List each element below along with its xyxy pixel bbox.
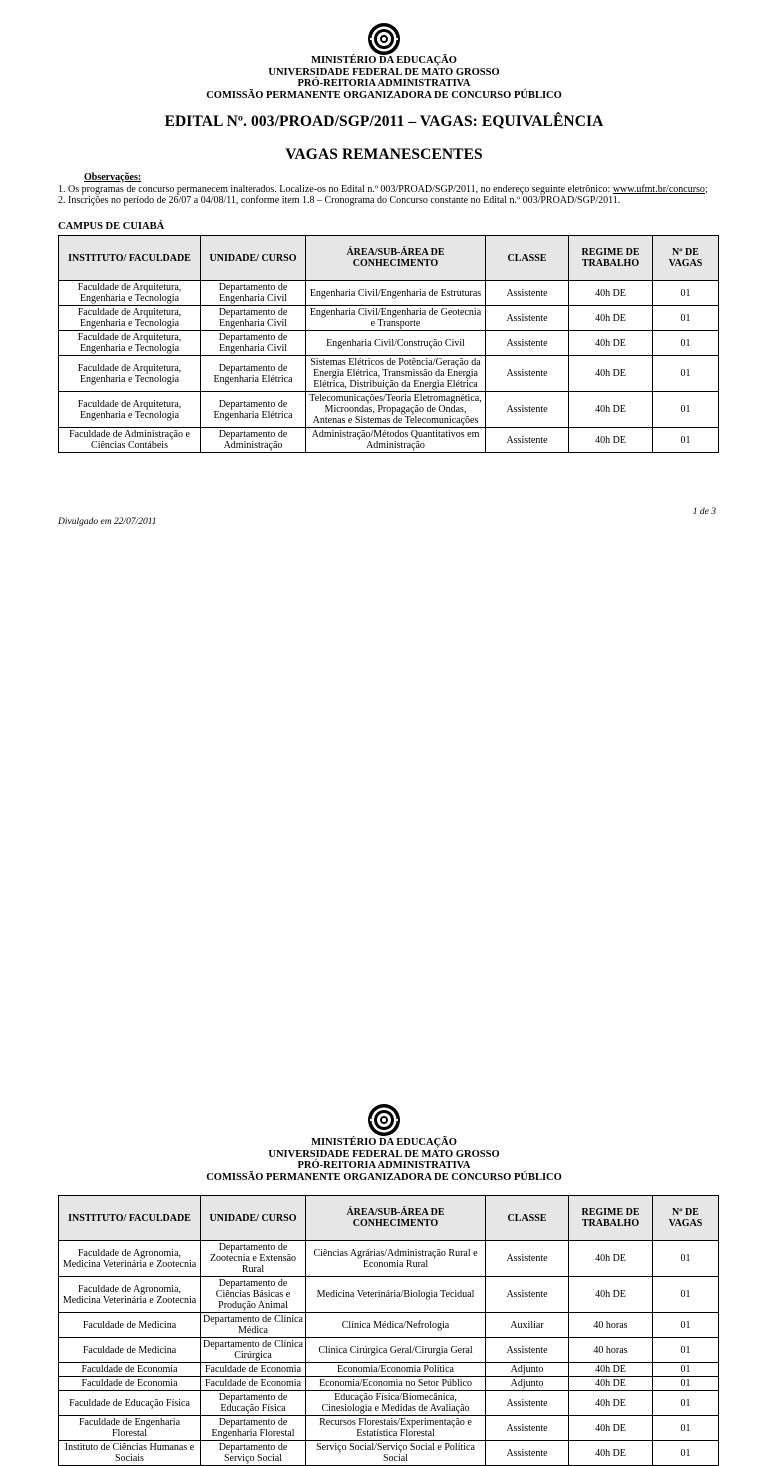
header-line: COMISSÃO PERMANENTE ORGANIZADORA DE CONCURSO PÚBLICO: [206, 1171, 562, 1183]
cell-vagas: 01: [653, 392, 719, 428]
cell-area: Engenharia Civil/Engenharia de Estruturas: [306, 281, 486, 306]
col-area: ÁREA/SUB-ÁREA DE CONHECIMENTO: [306, 1196, 486, 1241]
cell-unidade: Departamento de Engenharia Civil: [201, 281, 306, 306]
cell-instituto: Faculdade de Medicina: [59, 1313, 201, 1338]
cell-classe: Assistente: [486, 392, 569, 428]
table-row: [59, 428, 719, 453]
cell-classe: Assistente: [486, 281, 569, 306]
institution-header: [0, 1137, 768, 1183]
cell-regime: 40h DE: [569, 356, 653, 392]
table-row: [59, 331, 719, 356]
cell-vagas: 01: [653, 1241, 719, 1277]
header-line: UNIVERSIDADE FEDERAL DE MATO GROSSO: [268, 1148, 500, 1160]
cell-area: Educação Física/Biomecânica, Cinesiologia e Medidas de Avaliação: [306, 1391, 486, 1416]
cell-regime: 40h DE: [569, 1363, 653, 1377]
edital-title: EDITAL Nº. 003/PROAD/SGP/2011 – VAGAS: EQUIVALÊNCIA: [164, 113, 604, 130]
institution-header: [0, 55, 768, 101]
cell-unidade: Departamento de Serviço Social: [201, 1441, 306, 1466]
col-vagas: Nº DE VAGAS: [653, 236, 719, 281]
cell-vagas: 01: [653, 1277, 719, 1313]
cell-area: Sistemas Elétricos de Potência/Geração da Energia Elétrica, Transmissão da Energia Elétrica, Distribuição da Energia Elétrica: [306, 356, 486, 392]
cell-classe: Auxiliar: [486, 1313, 569, 1338]
table-row: [59, 1338, 719, 1363]
cell-area: Telecomunicações/Teoria Eletromagnética, Microondas, Propagação de Ondas, Antenas e Sistemas de Telecomunicações: [306, 392, 486, 428]
cell-unidade: Departamento de Educação Física: [201, 1391, 306, 1416]
header-line: PRÓ-REITORIA ADMINISTRATIVA: [297, 78, 471, 90]
cell-regime: 40h DE: [569, 1377, 653, 1391]
col-vagas: Nº DE VAGAS: [653, 1196, 719, 1241]
table-row: [59, 1277, 719, 1313]
cell-vagas: 01: [653, 1363, 719, 1377]
cell-area: Engenharia Civil/Engenharia de Geotecnia e Transporte: [306, 306, 486, 331]
cell-classe: Adjunto: [486, 1377, 569, 1391]
cell-unidade: Departamento de Clínica Médica: [201, 1313, 306, 1338]
cell-regime: 40h DE: [569, 306, 653, 331]
cell-unidade: Departamento de Engenharia Elétrica: [201, 356, 306, 392]
cell-unidade: Faculdade de Economia: [201, 1377, 306, 1391]
cell-instituto: Faculdade de Economia: [59, 1377, 201, 1391]
cell-unidade: Departamento de Clínica Cirúrgica: [201, 1338, 306, 1363]
cell-vagas: 01: [653, 1416, 719, 1441]
table-body: [59, 1241, 719, 1466]
cell-vagas: 01: [653, 1391, 719, 1416]
observation-item: [58, 184, 718, 196]
publication-date: Divulgado em 22/07/2011: [58, 517, 157, 527]
cell-instituto: Faculdade de Arquitetura, Engenharia e Tecnologia: [59, 356, 201, 392]
cell-classe: Assistente: [486, 1441, 569, 1466]
cell-vagas: 01: [653, 1338, 719, 1363]
table-row: [59, 1363, 719, 1377]
cell-instituto: Faculdade de Arquitetura, Engenharia e Tecnologia: [59, 331, 201, 356]
cell-instituto: Instituto de Ciências Humanas e Sociais: [59, 1441, 201, 1466]
observation-text: 1. Os programas de concurso permanecem inalterados. Localize-os no Edital n.º 003/PROAD/SGP/2011, no endereço seguinte eletrônico:: [58, 183, 613, 195]
table-row: [59, 356, 719, 392]
cell-vagas: 01: [653, 331, 719, 356]
table-row: [59, 1313, 719, 1338]
cell-area: Ciências Agrárias/Administração Rural e Economia Rural: [306, 1241, 486, 1277]
header-line: MINISTÉRIO DA EDUCAÇÃO: [311, 1137, 457, 1148]
cell-unidade: Departamento de Zootecnia e Extensão Rural: [201, 1241, 306, 1277]
campus-label: CAMPUS DE CUIABÁ: [58, 221, 165, 232]
cell-regime: 40h DE: [569, 331, 653, 356]
university-seal-icon: [367, 1103, 401, 1137]
cell-vagas: 01: [653, 1313, 719, 1338]
cell-regime: 40h DE: [569, 1391, 653, 1416]
cell-regime: 40h DE: [569, 428, 653, 453]
cell-vagas: 01: [653, 356, 719, 392]
cell-regime: 40h DE: [569, 1277, 653, 1313]
cell-regime: 40 horas: [569, 1313, 653, 1338]
cell-area: Economia/Economia Política: [306, 1363, 486, 1377]
document-page-2: [0, 540, 768, 1464]
cell-classe: Assistente: [486, 428, 569, 453]
cell-classe: Assistente: [486, 306, 569, 331]
table-row: [59, 1377, 719, 1391]
cell-regime: 40h DE: [569, 392, 653, 428]
table-header-row: [59, 1196, 719, 1241]
table-row: [59, 281, 719, 306]
header-line: PRÓ-REITORIA ADMINISTRATIVA: [297, 1160, 471, 1172]
cell-area: Medicina Veterinária/Biologia Tecidual: [306, 1277, 486, 1313]
table-row: [59, 1416, 719, 1441]
page-number: 1 de 3: [692, 507, 716, 517]
table-row: [59, 1391, 719, 1416]
col-classe: CLASSE: [486, 1196, 569, 1241]
cell-vagas: 01: [653, 428, 719, 453]
cell-unidade: Departamento de Engenharia Civil: [201, 331, 306, 356]
cell-vagas: 01: [653, 1441, 719, 1466]
cell-regime: 40h DE: [569, 1441, 653, 1466]
table-body: [59, 281, 719, 453]
cell-unidade: Departamento de Ciências Básicas e Produção Animal: [201, 1277, 306, 1313]
cell-instituto: Faculdade de Administração e Ciências Contábeis: [59, 428, 201, 453]
cell-classe: Assistente: [486, 1416, 569, 1441]
cell-unidade: Departamento de Engenharia Florestal: [201, 1416, 306, 1441]
cell-instituto: Faculdade de Arquitetura, Engenharia e Tecnologia: [59, 306, 201, 331]
cell-area: Recursos Florestais/Experimentação e Estatística Florestal: [306, 1416, 486, 1441]
table-header-row: [59, 236, 719, 281]
table-row: [59, 306, 719, 331]
cell-area: Administração/Métodos Quantitativos em Administração: [306, 428, 486, 453]
cell-classe: Assistente: [486, 356, 569, 392]
col-instituto: INSTITUTO/ FACULDADE: [59, 1196, 201, 1241]
col-regime: REGIME DE TRABALHO: [569, 236, 653, 281]
cell-instituto: Faculdade de Agronomia, Medicina Veterinária e Zootecnia: [59, 1241, 201, 1277]
header-line: COMISSÃO PERMANENTE ORGANIZADORA DE CONCURSO PÚBLICO: [206, 89, 562, 101]
concurso-link[interactable]: www.ufmt.br/concurso: [612, 183, 705, 195]
cell-vagas: 01: [653, 281, 719, 306]
col-instituto: INSTITUTO/ FACULDADE: [59, 236, 201, 281]
observations-heading: Observações:: [84, 172, 142, 183]
cell-unidade: Departamento de Administração: [201, 428, 306, 453]
document-page-1: [0, 0, 768, 540]
cell-classe: Assistente: [486, 1391, 569, 1416]
observation-suffix: ;: [704, 183, 708, 195]
cell-instituto: Faculdade de Educação Física: [59, 1391, 201, 1416]
cell-area: Clínica Médica/Nefrologia: [306, 1313, 486, 1338]
header-line: MINISTÉRIO DA EDUCAÇÃO: [311, 55, 457, 66]
cell-area: Serviço Social/Serviço Social e Política Social: [306, 1441, 486, 1466]
col-unidade: UNIDADE/ CURSO: [201, 236, 306, 281]
cell-unidade: Departamento de Engenharia Civil: [201, 306, 306, 331]
edital-subtitle: VAGAS REMANESCENTES: [285, 146, 483, 163]
university-seal-icon: [367, 22, 401, 56]
cell-classe: Adjunto: [486, 1363, 569, 1377]
table-row: [59, 1241, 719, 1277]
table-row: [59, 392, 719, 428]
cell-instituto: Faculdade de Medicina: [59, 1338, 201, 1363]
cell-instituto: Faculdade de Agronomia, Medicina Veterinária e Zootecnia: [59, 1277, 201, 1313]
cell-vagas: 01: [653, 1377, 719, 1391]
cell-instituto: Faculdade de Engenharia Florestal: [59, 1416, 201, 1441]
cell-instituto: Faculdade de Arquitetura, Engenharia e Tecnologia: [59, 281, 201, 306]
cell-area: Economia/Economia no Setor Público: [306, 1377, 486, 1391]
col-regime: REGIME DE TRABALHO: [569, 1196, 653, 1241]
cell-regime: 40h DE: [569, 281, 653, 306]
col-unidade: UNIDADE/ CURSO: [201, 1196, 306, 1241]
cell-area: Engenharia Civil/Construção Civil: [306, 331, 486, 356]
cell-vagas: 01: [653, 306, 719, 331]
cell-classe: Assistente: [486, 1277, 569, 1313]
cell-regime: 40h DE: [569, 1416, 653, 1441]
header-line: UNIVERSIDADE FEDERAL DE MATO GROSSO: [268, 66, 500, 78]
cell-instituto: Faculdade de Economia: [59, 1363, 201, 1377]
cell-area: Clínica Cirúrgica Geral/Cirurgia Geral: [306, 1338, 486, 1363]
cell-classe: Assistente: [486, 331, 569, 356]
table-row: [59, 1441, 719, 1466]
cell-classe: Assistente: [486, 1241, 569, 1277]
col-area: ÁREA/SUB-ÁREA DE CONHECIMENTO: [306, 236, 486, 281]
observations: [58, 172, 718, 207]
cell-regime: 40 horas: [569, 1338, 653, 1363]
cell-instituto: Faculdade de Arquitetura, Engenharia e Tecnologia: [59, 392, 201, 428]
observation-item: 2. Inscrições no período de 26/07 a 04/08/11, conforme item 1.8 – Cronograma do Concurso constante no Edital n.º 003/PROAD/SGP/2011.: [58, 195, 621, 206]
vacancies-table-2: [58, 1195, 719, 1466]
cell-unidade: Faculdade de Economia: [201, 1363, 306, 1377]
col-classe: CLASSE: [486, 236, 569, 281]
cell-classe: Assistente: [486, 1338, 569, 1363]
cell-regime: 40h DE: [569, 1241, 653, 1277]
cell-unidade: Departamento de Engenharia Elétrica: [201, 392, 306, 428]
vacancies-table-1: [58, 235, 719, 453]
